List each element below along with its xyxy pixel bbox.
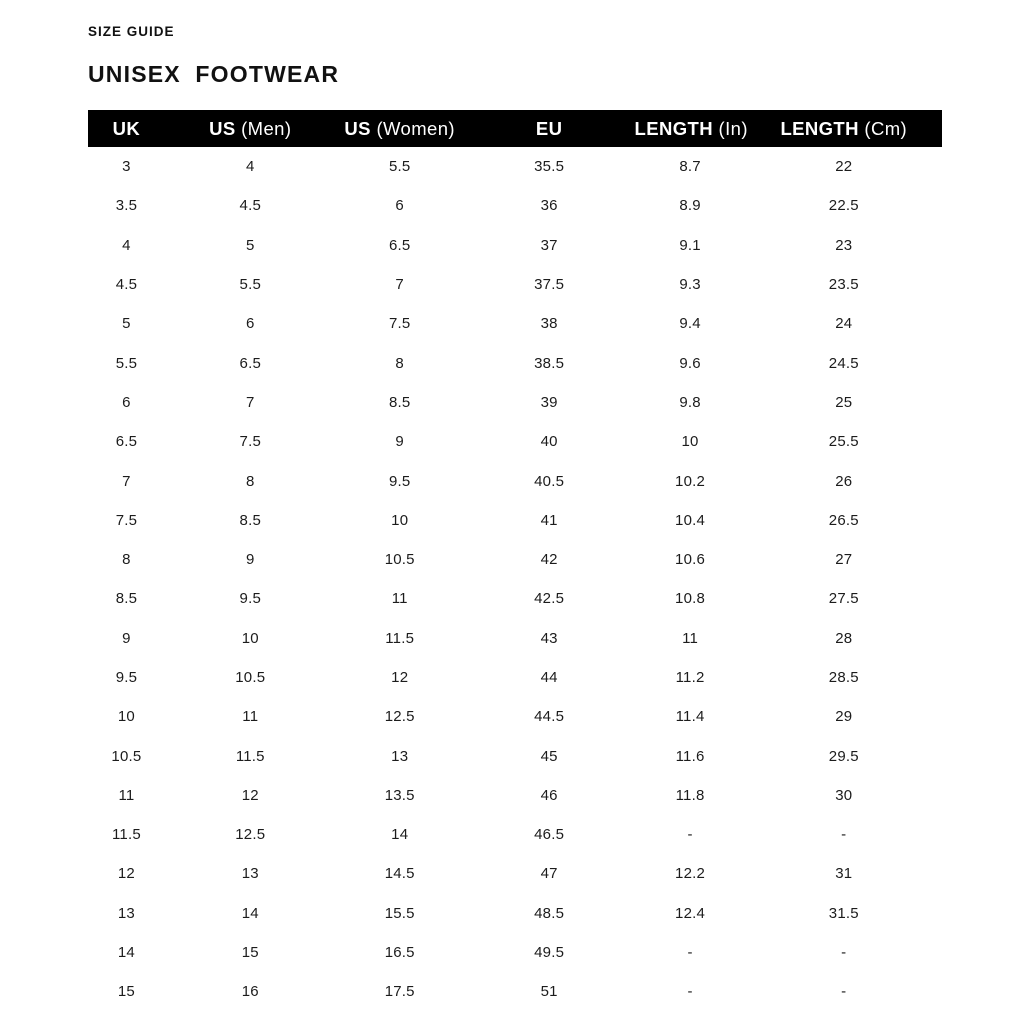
table-cell: 9.5	[115, 669, 138, 686]
column-header: EU	[464, 110, 635, 147]
table-cell: 41	[540, 511, 558, 529]
table-cell: 14	[391, 826, 409, 844]
table-cell: 10.6	[675, 551, 706, 569]
table-cell: 16.5	[384, 944, 415, 962]
table-cell: 12	[241, 786, 259, 804]
table-cell: 35.5	[534, 158, 565, 176]
table-cell: 8.5	[115, 590, 138, 608]
table-cell: 49.5	[534, 944, 565, 962]
table-cell: 9	[395, 433, 404, 451]
table-row	[88, 540, 942, 579]
table-cell: 7	[245, 393, 255, 411]
table-cell: 28	[835, 629, 853, 647]
table-cell: 7	[122, 472, 131, 490]
table-row	[88, 265, 942, 304]
table-cell: 44	[540, 669, 558, 686]
table-cell: 25.5	[828, 433, 859, 451]
table-cell: -	[841, 944, 847, 962]
table-row	[88, 776, 942, 815]
table-cell: 11.2	[675, 669, 705, 686]
table-cell: 13	[117, 904, 135, 922]
table-cell: 6.5	[239, 354, 261, 372]
table-cell: 27.5	[828, 590, 859, 608]
table-cell: 9.4	[679, 315, 701, 333]
table-cell: 45	[540, 747, 558, 765]
table-cell: 10.5	[235, 669, 266, 686]
table-cell: 5.5	[388, 158, 411, 176]
table-cell: 15	[117, 983, 135, 1001]
table-cell: 9.1	[679, 236, 701, 254]
table-cell: 8.5	[239, 511, 261, 529]
table-cell: 10.2	[675, 472, 706, 490]
table-cell: 26.5	[828, 511, 859, 529]
table-cell: 11.5	[111, 826, 141, 844]
table-cell: 14	[117, 944, 135, 962]
table-cell: -	[841, 826, 847, 844]
table-row	[88, 815, 942, 854]
table-cell: 8	[395, 354, 404, 372]
table-row	[88, 658, 942, 697]
table-cell: 30	[835, 786, 853, 804]
table-cell: 11.4	[675, 708, 705, 726]
table-cell: 11	[682, 629, 699, 647]
table-cell: 7.5	[388, 315, 411, 333]
table-cell: 10	[681, 433, 699, 451]
table-cell: 8	[245, 472, 255, 490]
size-conversion-table	[88, 110, 942, 1012]
table-cell: 16	[241, 983, 259, 1001]
table-cell: 4.5	[239, 197, 261, 215]
table-cell: 6	[395, 197, 404, 215]
table-cell: 13	[391, 747, 409, 765]
table-cell: 12.4	[675, 904, 706, 922]
table-row	[88, 304, 942, 343]
table-cell: 24.5	[828, 354, 859, 372]
table-cell: 48.5	[534, 904, 565, 922]
table-cell: 26	[835, 472, 853, 490]
table-cell: 38.5	[534, 354, 565, 372]
table-cell: 42.5	[534, 590, 565, 608]
table-cell: 36	[540, 197, 558, 215]
table-cell: 31.5	[828, 904, 859, 922]
table-cell: 31	[835, 865, 853, 883]
table-cell: 10	[117, 708, 135, 726]
table-cell: 3.5	[115, 197, 138, 215]
table-cell: 8.5	[388, 393, 411, 411]
table-cell: 14.5	[384, 865, 415, 883]
table-cell: 9.3	[679, 276, 701, 294]
table-cell: 5	[122, 315, 131, 333]
table-row	[88, 226, 942, 265]
table-cell: 10	[391, 511, 409, 529]
table-cell: 24	[835, 315, 853, 333]
table-row	[88, 972, 942, 1011]
table-cell: 44.5	[534, 708, 565, 726]
table-cell: 12.2	[675, 865, 706, 883]
table-cell: 4.5	[115, 276, 138, 294]
table-cell: 9.6	[679, 354, 701, 372]
column-header: US (Men)	[165, 110, 336, 147]
table-body	[88, 147, 942, 1012]
table-row	[88, 343, 942, 382]
table-cell: 29	[835, 708, 853, 726]
table-cell: 28.5	[828, 669, 859, 686]
table-cell: 9.5	[388, 472, 411, 490]
table-cell: 13.5	[384, 786, 415, 804]
table-cell: 9.8	[679, 393, 701, 411]
table-cell: 51	[540, 983, 558, 1001]
table-cell: 6.5	[115, 433, 138, 451]
table-cell: 12.5	[384, 708, 415, 726]
table-cell: 9.5	[239, 590, 261, 608]
table-row	[88, 186, 942, 225]
table-cell: 40.5	[534, 472, 565, 490]
table-cell: 14	[241, 904, 259, 922]
table-row	[88, 461, 942, 500]
table-cell: -	[841, 983, 847, 1001]
table-cell: 5	[245, 236, 255, 254]
table-cell: 8	[122, 551, 131, 569]
table-cell: 10.5	[384, 551, 415, 569]
table-cell: 9	[122, 629, 131, 647]
table-cell: -	[687, 983, 693, 1001]
table-cell: 22.5	[828, 197, 859, 215]
table-cell: 22	[835, 158, 853, 176]
table-cell: 40	[540, 433, 558, 451]
eyebrow-label: SIZE GUIDE	[88, 24, 175, 39]
table-cell: 11	[391, 590, 408, 608]
table-header	[88, 110, 942, 147]
table-cell: 47	[540, 865, 558, 883]
table-cell: 29.5	[828, 747, 859, 765]
table-row	[88, 736, 942, 775]
table-row	[88, 579, 942, 618]
table-cell: 12	[117, 865, 135, 883]
table-cell: 11.5	[235, 747, 265, 765]
table-cell: 13	[241, 865, 259, 883]
table-row	[88, 147, 942, 186]
column-header: LENGTH (In)	[635, 110, 746, 147]
table-cell: -	[687, 826, 693, 844]
table-cell: 27	[835, 551, 853, 569]
table-cell: 12	[391, 669, 409, 686]
column-header: LENGTH (Cm)	[746, 110, 942, 147]
table-row	[88, 619, 942, 658]
table-cell: 11.6	[675, 747, 705, 765]
table-cell: 39	[540, 393, 558, 411]
table-row	[88, 854, 942, 893]
table-cell: 6.5	[388, 236, 411, 254]
table-cell: 17.5	[384, 983, 415, 1001]
table-header-row	[88, 110, 942, 147]
table-row	[88, 894, 942, 933]
table-cell: 38	[540, 315, 558, 333]
column-header: UK	[88, 110, 165, 147]
table-row	[88, 422, 942, 461]
table-cell: 4	[245, 158, 255, 176]
table-row	[88, 697, 942, 736]
table-cell: 8.7	[679, 158, 701, 176]
table-cell: 46.5	[534, 826, 565, 844]
table-cell: 37.5	[534, 276, 565, 294]
table-cell: 6	[122, 393, 131, 411]
table-cell: 37	[540, 236, 558, 254]
table-cell: 10.8	[675, 590, 706, 608]
table-cell: 10	[241, 629, 259, 647]
table-cell: 8.9	[679, 197, 701, 215]
table-cell: 7	[395, 276, 404, 294]
table-cell: 11.5	[385, 629, 415, 647]
table-cell: 7.5	[239, 433, 261, 451]
table-cell: 23	[835, 236, 853, 254]
table-row	[88, 933, 942, 972]
table-cell: 10.4	[675, 511, 706, 529]
table-cell: 11	[118, 786, 135, 804]
table-cell: 9	[245, 551, 255, 569]
table-cell: 42	[540, 551, 558, 569]
table-cell: 46	[540, 786, 558, 804]
table-cell: 5.5	[239, 276, 261, 294]
table-cell: 43	[540, 629, 558, 647]
table-cell: 15.5	[384, 904, 415, 922]
table-cell: 4	[122, 236, 131, 254]
table-cell: 11	[242, 708, 259, 726]
table-cell: 25	[835, 393, 853, 411]
table-cell: 3	[122, 158, 131, 176]
table-row	[88, 501, 942, 540]
table-cell: 5.5	[115, 354, 138, 372]
table-cell: 15	[241, 944, 259, 962]
table-cell: 23.5	[828, 276, 859, 294]
table-cell: 11.8	[675, 786, 705, 804]
table-row	[88, 383, 942, 422]
column-header: US (Women)	[336, 110, 464, 147]
page-title: UNISEX FOOTWEAR	[88, 61, 340, 87]
table-cell: 7.5	[115, 511, 138, 529]
table-cell: -	[687, 944, 693, 962]
table-cell: 10.5	[111, 747, 142, 765]
table-cell: 12.5	[235, 826, 266, 844]
table-cell: 6	[245, 315, 255, 333]
